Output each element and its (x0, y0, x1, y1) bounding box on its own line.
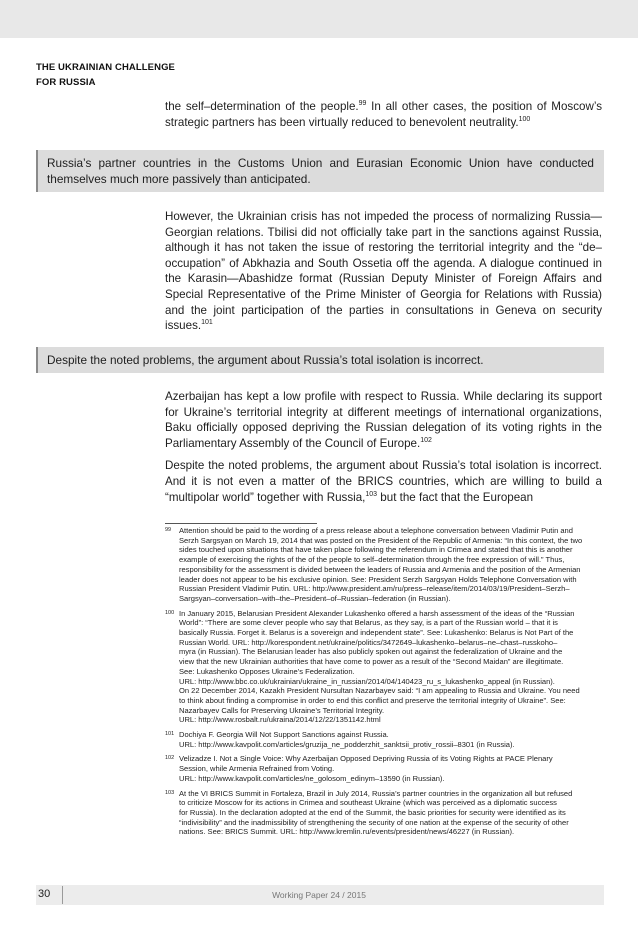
footnote-link[interactable]: URL: http://www.kavpolit.com/articles/ne_golosom_edinym–13590 (in Russian). (179, 773, 445, 783)
footnote-line: World”: “There are some clever people who say that Belarus, as they say, is a part of the Russian world – that it is (179, 618, 558, 628)
footnote-line: See: Lukashenko Opposes Ukraine’s Federalization. (179, 666, 355, 676)
footnote-line: Nazarbayev Calls for Preserving Ukraine’s Territorial Integrity. (179, 705, 385, 715)
footnote-ref[interactable]: 103 (365, 490, 378, 498)
footnote-number: 101 (165, 731, 175, 738)
callout-partner-countries: Russia’s partner countries in the Customs Union and Eurasian Economic Union have conducted themselves much more passively than anticipated. (36, 150, 604, 192)
footnote-ref[interactable]: 102 (420, 436, 432, 444)
running-header-line2: FOR RUSSIA (36, 77, 96, 88)
footnote-line: sides touched upon situations that have taken place following the referendum in Crimea and stated that this is another (179, 545, 573, 555)
footer-label: Working Paper 24 / 2015 (272, 890, 366, 900)
paragraph-text: the self–determination of the people. (165, 100, 359, 113)
footnote-line: myra (in Russian). The Belarusian leader has also publicly spoken out against the federalization of Ukraine and the (179, 647, 563, 657)
footnote-line: for Russia). In the declaration adopted at the end of the Summit, the basic priorities for security were identified as its (179, 807, 566, 817)
footnote-line: example of exercising the rights of the of the people to self–determination through the free expression of will.” Thus, (179, 555, 565, 565)
footnote-link[interactable]: Sargsyan–conversation–with–the–President–of–Russian–federation (in Russian). (179, 593, 451, 603)
footnote-number: 102 (165, 755, 175, 762)
paragraph-text: but the fact that the European (377, 490, 534, 504)
callout-isolation: Despite the noted problems, the argument about Russia’s total isolation is incorrect. (36, 347, 604, 373)
running-header-line1: THE UKRAINIAN CHALLENGE (36, 62, 175, 73)
footnote-link[interactable]: URL: http://www.bbc.co.uk/ukrainian/ukraine_in_russian/2014/04/140423_ru_s_lukashenko_appeal (in Russian). (179, 676, 555, 686)
footnote-number: 100 (165, 609, 175, 616)
footnote-ref[interactable]: 99 (358, 100, 367, 108)
footnote-link[interactable]: URL: http://www.rosbalt.ru/ukraina/2014/12/22/1351142.html (179, 715, 381, 725)
footnote-line: to criticize Moscow for its actions in Crimea and southeast Ukraine (which was perceived as a diplomatic success (179, 798, 557, 808)
footnote-line: leader does not appear to be his exclusive opinion. See: President Serzh Sargsyan Holds Telephone Conversation with (179, 574, 577, 584)
page-number: 30 (38, 888, 51, 900)
footnote-99 (165, 526, 602, 604)
footnote-line: In January 2015, Belarusian President Alexander Lukashenko offered a harsh assessment of the ideas of the “Russian (179, 608, 575, 618)
footnote-101 (165, 730, 602, 749)
footnote-line: Attention should be paid to the wording of a press release about a telephone conversation between Vladimir Putin and (179, 526, 573, 535)
footnote-link[interactable]: Russian President Vladimir Putin. URL: http://www.president.am/ru/press–release/item/2014/03/19/President–Serzh– (179, 584, 570, 594)
paragraph-text: Despite the noted problems, the argument about Russia’s total isolation is incorrect. And it is not even a matter of the BRICS countries, which are willing to build a “multipolar world” together with Russia, (165, 459, 602, 504)
footnote-100 (165, 609, 602, 725)
footnote-line: Session, while Armenia Refrained from Voting. (179, 764, 335, 774)
footnote-line: On 22 December 2014, Kazakh President Nursultan Nazarbayev said: “I am appealing to Russia and Ukraine. You need (179, 686, 580, 696)
paragraph-azerbaijan-brics (165, 389, 602, 512)
paragraph-top (165, 99, 602, 137)
footnote-103 (165, 789, 602, 838)
footnotes (165, 526, 602, 842)
footnote-line: Dochiya F. Georgia Will Not Support Sanctions against Russia. (179, 730, 389, 740)
paragraph-georgia (165, 209, 602, 341)
footnote-line: to think about finding a compromise in order to end this conflict and preserve the territorial integrity of Ukraine”. See: (179, 695, 566, 705)
footnote-line: view that the new Ukrainian authorities that have come to power as a result of the “Second Maidan” are illegitimate. (179, 657, 564, 667)
footnote-line: “indivisibility” and the inadmissibility of strengthening the security of one nation at the expense of the security of other (179, 817, 569, 827)
footnote-line: responsibility for the assessment is divided between the leaders of Russia and Armenia and the position of the Armenian (179, 564, 581, 574)
footnote-line: Serzh Sargsyan on March 19, 2014 that was posted on the President of the Republic of Armenia: “In this context, the two (179, 535, 583, 545)
footnote-link[interactable]: URL: http://www.kavpolit.com/articles/gruzija_ne_podderzhit_sanktsii_protiv_rossii–8301 (in Russia). (179, 739, 515, 749)
running-header (36, 60, 175, 90)
paragraph-text: However, the Ukrainian crisis has not impeded the process of normalizing Russia—Georgian relations. Tbilisi did not officially take part in the sanctions against Russia, although it has not taken the issue of restoring the territorial integrity and the “de–occupation” of Abkhazia and South Ossetia off the agenda. A dialogue continued in the Karasin—Abashidze format (Russian Deputy Minister of Foreign Affairs and Special Representative of the Prime Minister of Georgia for Relations with Russia) and the joint participation of the parties in consultations in Geneva on security issues. (165, 210, 602, 333)
footnote-divider (165, 523, 317, 524)
top-band (0, 0, 638, 38)
paragraph-text: Azerbaijan has kept a low profile with respect to Russia. While declaring its support for Ukraine’s territorial integrity at different meetings of international organizations, Baku officially opposed depriving the Russian delegation of its voting rights in the Parliamentary Assembly of the Council of Europe. (165, 390, 602, 450)
footnote-number: 99 (165, 527, 172, 533)
footnote-line: basically Russia. Forget it. Belarus is a sovereign and independent state”. See: Lukashenko: Belarus is Not Part of the (179, 628, 574, 638)
footnote-ref[interactable]: 101 (201, 319, 213, 327)
footnote-102 (165, 754, 602, 783)
footnote-line: At the VI BRICS Summit in Fortaleza, Brazil in July 2014, Russia’s partner countries in the organization all but refused (179, 788, 573, 798)
paragraph-text: In all other cases, the position of Moscow’s strategic partners has been virtually reduced to benevolent neutrality. (165, 100, 602, 129)
footnote-ref[interactable]: 100 (518, 115, 531, 123)
footnote-line: Velizadze I. Not a Single Voice: Why Azerbaijan Opposed Depriving Russia of its Voting Rights at PACE Plenary (179, 754, 553, 764)
footnote-link[interactable]: Russian World. URL: http://korespondent.net/ukraine/politics/3472649–lukashenko–belarus–ne–chast–russkoho– (179, 637, 558, 647)
footnote-link[interactable]: nations. See: BRICS Summit. URL: http://www.kremlin.ru/events/president/news/46227 (in Russian). (179, 827, 515, 837)
footnote-number: 103 (165, 789, 175, 796)
